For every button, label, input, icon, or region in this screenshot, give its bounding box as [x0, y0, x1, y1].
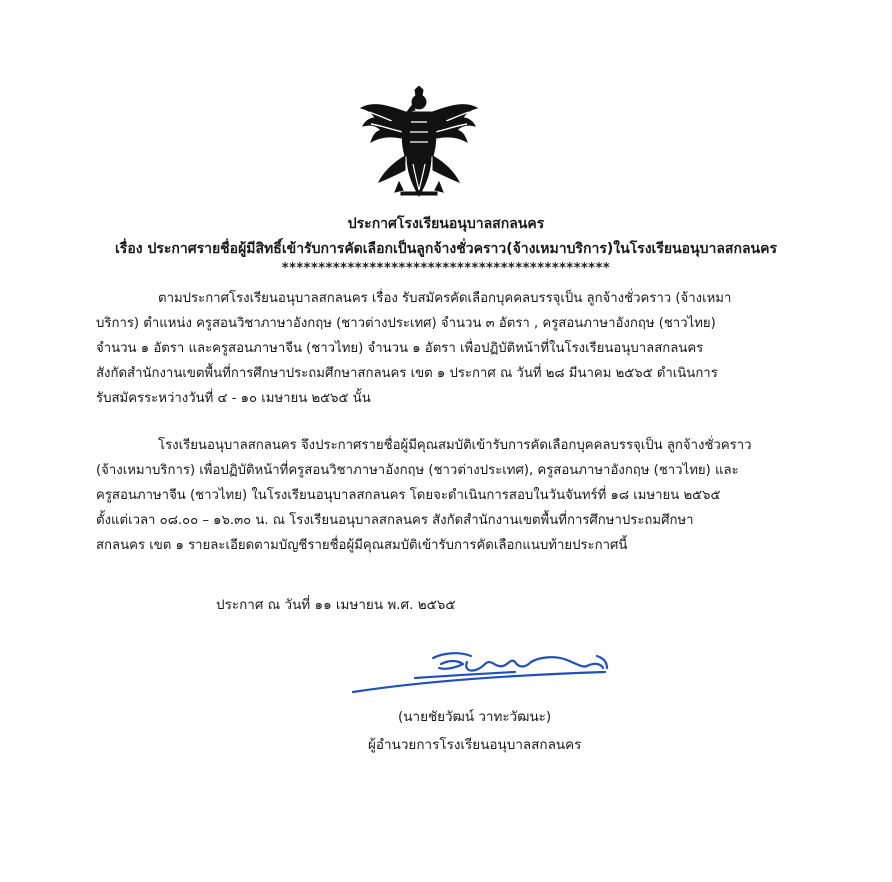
paragraph-1-line-1: ตามประกาศโรงเรียนอนุบาลสกลนคร เรื่อง รับสมัครคัดเลือกบุคคลบรรจุเป็น ลูกจ้างชั่วคราว (จ้างเหมา [158, 291, 732, 306]
paragraph-1-line-2: บริการ) ตำแหน่ง ครูสอนวิชาภาษาอังกฤษ (ชาวต่างประเทศ) จำนวน ๓ อัตรา , ครูสอนภาษาอังกฤษ (ชาวไทย) [96, 316, 716, 331]
paragraph-2-line-4: ตั้งแต่เวลา ๐๘.๐๐ – ๑๖.๓๐ น. ณ โรงเรียนอนุบาลสกลนคร สังกัดสำนักงานเขตพื้นที่การศึกษาประถมศึกษา [96, 513, 694, 528]
announcement-subject: เรื่อง ประกาศรายชื่อผู้มีสิทธิ์เข้ารับการคัดเลือกเป็นลูกจ้างชั่วคราว(จ้างเหมาบริการ)ในโรงเรียนอนุบาลสกลนคร [115, 241, 777, 257]
paragraph-1-line-5: รับสมัครระหว่างวันที่ ๔ - ๑๐ เมษายน ๒๕๖๕ นั้น [96, 391, 371, 406]
paragraph-2-line-1: โรงเรียนอนุบาลสกลนคร จึงประกาศรายชื่อผู้มีคุณสมบัติเข้ารับการคัดเลือกบุคคลบรรจุเป็น ลูกจ้างชั่วคราว [158, 438, 752, 453]
header-separator: ********************************************* [281, 261, 611, 276]
signer-position: ผู้อำนวยการโรงเรียนอนุบาลสกลนคร [368, 737, 582, 753]
paragraph-1-line-3: จำนวน ๑ อัตรา และครูสอนภาษาจีน (ชาวไทย) จำนวน ๑ อัตรา เพื่อปฏิบัติหน้าที่ในโรงเรียนอนุบาลสกลนคร [96, 341, 704, 356]
paragraph-2-line-2: (จ้างเหมาบริการ) เพื่อปฏิบัติหน้าที่ครูสอนวิชาภาษาอังกฤษ (ชาวต่างประเทศ), ครูสอนภาษาอังกฤษ (ชาวไทย) และ [96, 463, 739, 478]
paragraph-2-line-5: สกลนคร เขต ๑ รายละเอียดตามบัญชีรายชื่อผู้มีคุณสมบัติเข้ารับการคัดเลือกแนบท้ายประกาศนี้ [96, 538, 628, 553]
page-title: ประกาศโรงเรียนอนุบาลสกลนคร [347, 216, 545, 232]
paragraph-1-line-4: สังกัดสำนักงานเขตพื้นที่การศึกษาประถมศึกษาสกลนคร เขต ๑ ประกาศ ณ วันที่ ๒๘ มีนาคม ๒๕๖๕ ดำเนินการ [96, 366, 718, 381]
announcement-date: ประกาศ ณ วันที่ ๑๑ เมษายน พ.ศ. ๒๕๖๕ [216, 597, 456, 613]
paragraph-2-line-3: ครูสอนภาษาจีน (ชาวไทย) ในโรงเรียนอนุบาลสกลนคร โดยจะดำเนินการสอบในวันจันทร์ที่ ๑๘ เมษายน ๒๕๖๕ [96, 488, 721, 503]
garuda-emblem-icon [355, 86, 483, 202]
handwritten-signature [345, 638, 615, 710]
signer-name: (นายชัยวัฒน์ วาทะวัฒนะ) [398, 709, 552, 725]
